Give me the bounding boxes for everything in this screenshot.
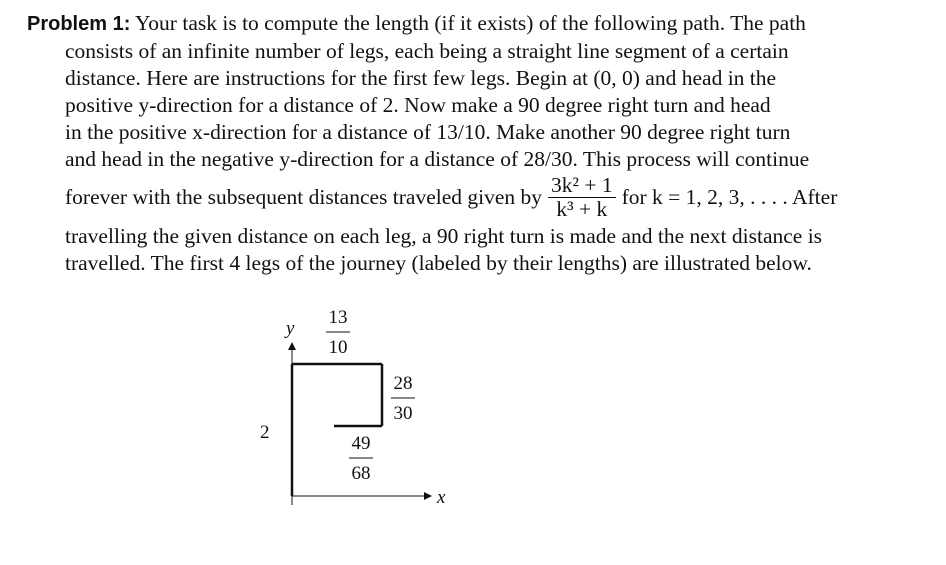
leg-2-denominator: 10 [328,337,348,358]
problem-text-7-post: for k = 1, 2, 3, . . . . After [621,185,838,209]
leg-4-numerator: 49 [351,433,371,454]
problem-line-9: travelled. The first 4 legs of the journey (labeled by their lengths) are illustrated below. [65,251,812,276]
problem-label: Problem 1: [27,13,131,35]
y-axis-label: y [286,318,295,339]
problem-line-3: distance. Here are instructions for the first few legs. Begin at (0, 0) and head in the [65,66,777,90]
problem-line-2: consists of an infinite number of legs, each being a straight line segment of a certain [65,39,789,63]
leg-1-label: 2 [260,422,270,443]
formula-denominator: k³ + k [556,196,608,221]
problem-text-1: Your task is to compute the length (if it exists) of the following path. The path [134,11,806,35]
leg-2-numerator: 13 [328,307,348,328]
problem-line-5: in the positive x-direction for a distance of 13/10. Make another 90 degree right turn [65,120,791,144]
problem-line-6: and head in the negative y-direction for a distance of 28/30. This process will continue [65,147,810,171]
leg-4-denominator: 68 [351,463,371,484]
x-axis-label: x [437,487,446,508]
leg-3-numerator: 28 [393,373,413,394]
leg-3-denominator: 30 [393,403,413,424]
formula-numerator: 3k² + 1 [548,174,616,198]
problem-text-7-pre: forever with the subsequent distances traveled given by [65,185,543,209]
problem-line-4: positive y-direction for a distance of 2. Now make a 90 degree right turn and head [65,93,771,117]
problem-line-8: travelling the given distance on each leg, a 90 right turn is made and the next distance is [65,224,823,249]
